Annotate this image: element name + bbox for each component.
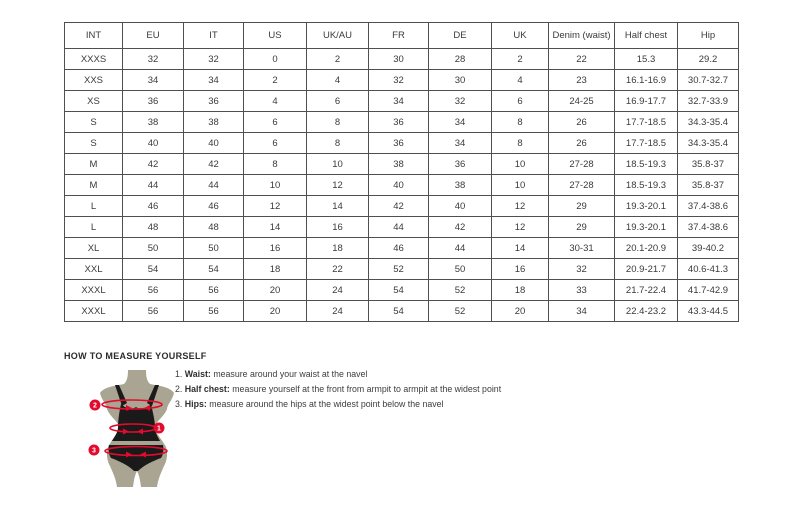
table-cell: 22 <box>549 49 615 70</box>
column-header: US <box>244 23 307 49</box>
table-cell: 23 <box>549 70 615 91</box>
table-cell: 50 <box>184 238 244 259</box>
table-cell: 20 <box>492 301 549 322</box>
column-header: UK/AU <box>307 23 369 49</box>
table-cell: 18.5-19.3 <box>615 175 678 196</box>
table-cell: 52 <box>429 301 492 322</box>
column-header: IT <box>184 23 244 49</box>
table-cell: 8 <box>244 154 307 175</box>
table-row <box>65 196 739 217</box>
table-cell: 35.8-37 <box>678 154 739 175</box>
table-cell: 16 <box>307 217 369 238</box>
table-cell: 41.7-42.9 <box>678 280 739 301</box>
table-cell: 20.9-21.7 <box>615 259 678 280</box>
step-number: 2. <box>175 384 183 394</box>
table-cell: 36 <box>123 91 184 112</box>
step-label: Half chest: <box>184 384 230 394</box>
table-cell: 34 <box>429 133 492 154</box>
table-cell: 2 <box>307 49 369 70</box>
table-cell: 18.5-19.3 <box>615 154 678 175</box>
table-row <box>65 175 739 196</box>
step-text: measure around the hips at the widest point below the navel <box>206 399 444 409</box>
table-row <box>65 259 739 280</box>
measure-step-waist <box>175 367 501 382</box>
table-cell: 8 <box>307 112 369 133</box>
table-cell: 24 <box>307 301 369 322</box>
mannequin-illustration <box>82 369 182 491</box>
column-header: Denim (waist) <box>549 23 615 49</box>
table-cell: 56 <box>123 301 184 322</box>
table-cell: 12 <box>492 196 549 217</box>
table-cell: 12 <box>307 175 369 196</box>
table-cell: 54 <box>369 301 429 322</box>
table-cell: 36 <box>184 91 244 112</box>
table-cell: 48 <box>123 217 184 238</box>
table-cell: 34.3-35.4 <box>678 112 739 133</box>
table-cell: 10 <box>492 154 549 175</box>
table-cell: 56 <box>123 280 184 301</box>
table-cell: 12 <box>492 217 549 238</box>
table-row <box>65 91 739 112</box>
table-cell: 50 <box>123 238 184 259</box>
table-cell: 56 <box>184 280 244 301</box>
table-cell: 52 <box>369 259 429 280</box>
table-cell: 32 <box>184 49 244 70</box>
measure-section-title: HOW TO MEASURE YOURSELF <box>64 351 207 361</box>
table-cell: 18 <box>307 238 369 259</box>
table-row <box>65 70 739 91</box>
column-header: FR <box>369 23 429 49</box>
table-cell: 37.4-38.6 <box>678 217 739 238</box>
column-header: INT <box>65 23 123 49</box>
table-cell: 19.3-20.1 <box>615 196 678 217</box>
table-cell: 16.1-16.9 <box>615 70 678 91</box>
table-cell: 16.9-17.7 <box>615 91 678 112</box>
table-cell: 18 <box>492 280 549 301</box>
table-cell: 34 <box>549 301 615 322</box>
table-cell: 32 <box>429 91 492 112</box>
step-number: 1. <box>175 369 183 379</box>
table-cell: 54 <box>369 280 429 301</box>
size-chart-table <box>64 22 739 322</box>
table-cell: 29 <box>549 196 615 217</box>
table-cell: 4 <box>307 70 369 91</box>
table-row <box>65 49 739 70</box>
table-cell: 44 <box>369 217 429 238</box>
table-header-row <box>65 23 739 49</box>
table-cell: 30 <box>429 70 492 91</box>
table-cell: 37.4-38.6 <box>678 196 739 217</box>
table-cell: 39-40.2 <box>678 238 739 259</box>
table-cell: S <box>65 133 123 154</box>
table-cell: 28 <box>429 49 492 70</box>
table-cell: 54 <box>184 259 244 280</box>
table-cell: 8 <box>492 133 549 154</box>
table-cell: 34 <box>123 70 184 91</box>
table-cell: 35.8-37 <box>678 175 739 196</box>
table-cell: 40.6-41.3 <box>678 259 739 280</box>
table-cell: 8 <box>307 133 369 154</box>
table-cell: 42 <box>369 196 429 217</box>
table-cell: 36 <box>369 112 429 133</box>
table-cell: 8 <box>492 112 549 133</box>
table-cell: 56 <box>184 301 244 322</box>
table-row <box>65 217 739 238</box>
table-cell: 29.2 <box>678 49 739 70</box>
table-cell: 20 <box>244 301 307 322</box>
table-cell: 10 <box>244 175 307 196</box>
table-cell: 36 <box>429 154 492 175</box>
table-cell: 33 <box>549 280 615 301</box>
table-cell: 14 <box>307 196 369 217</box>
table-cell: 42 <box>123 154 184 175</box>
table-cell: 26 <box>549 133 615 154</box>
table-cell: 30-31 <box>549 238 615 259</box>
table-cell: 15.3 <box>615 49 678 70</box>
column-header: DE <box>429 23 492 49</box>
table-cell: 44 <box>429 238 492 259</box>
table-cell: XL <box>65 238 123 259</box>
table-cell: XS <box>65 91 123 112</box>
measure-step-hips <box>175 397 501 412</box>
table-cell: 30.7-32.7 <box>678 70 739 91</box>
table-cell: 12 <box>244 196 307 217</box>
column-header: Hip <box>678 23 739 49</box>
table-cell: 20 <box>244 280 307 301</box>
table-cell: 34 <box>184 70 244 91</box>
table-cell: M <box>65 175 123 196</box>
table-cell: 10 <box>307 154 369 175</box>
table-cell: 42 <box>429 217 492 238</box>
column-header: EU <box>123 23 184 49</box>
badge-waist <box>154 423 165 434</box>
table-cell: 4 <box>492 70 549 91</box>
table-cell: 30 <box>369 49 429 70</box>
table-row <box>65 301 739 322</box>
table-cell: 38 <box>429 175 492 196</box>
table-cell: S <box>65 112 123 133</box>
table-cell: 6 <box>492 91 549 112</box>
table-cell: 27-28 <box>549 175 615 196</box>
table-cell: 50 <box>429 259 492 280</box>
table-cell: 43.3-44.5 <box>678 301 739 322</box>
table-cell: 38 <box>369 154 429 175</box>
table-cell: M <box>65 154 123 175</box>
table-cell: 34 <box>429 112 492 133</box>
table-cell: 21.7-22.4 <box>615 280 678 301</box>
table-cell: 2 <box>492 49 549 70</box>
table-cell: 0 <box>244 49 307 70</box>
table-cell: 38 <box>184 112 244 133</box>
table-cell: 24 <box>307 280 369 301</box>
table-cell: 36 <box>369 133 429 154</box>
badge-chest <box>90 400 101 411</box>
table-cell: L <box>65 217 123 238</box>
table-cell: 46 <box>369 238 429 259</box>
table-cell: 19.3-20.1 <box>615 217 678 238</box>
table-cell: 38 <box>123 112 184 133</box>
table-cell: 6 <box>244 112 307 133</box>
table-row <box>65 280 739 301</box>
table-cell: 46 <box>184 196 244 217</box>
table-cell: 20.1-20.9 <box>615 238 678 259</box>
table-row <box>65 154 739 175</box>
table-cell: 44 <box>123 175 184 196</box>
step-label: Waist: <box>184 369 211 379</box>
column-header: UK <box>492 23 549 49</box>
table-cell: 14 <box>492 238 549 259</box>
table-row <box>65 112 739 133</box>
table-cell: L <box>65 196 123 217</box>
step-text: measure around your waist at the navel <box>210 369 368 379</box>
step-text: measure yourself at the front from armpit to armpit at the widest point <box>229 384 502 394</box>
table-cell: XXXS <box>65 49 123 70</box>
table-cell: 34 <box>369 91 429 112</box>
table-cell: 44 <box>184 175 244 196</box>
table-cell: 32 <box>549 259 615 280</box>
measure-instructions <box>175 367 501 412</box>
table-cell: 42 <box>184 154 244 175</box>
table-row <box>65 238 739 259</box>
measure-step-half-chest <box>175 382 501 397</box>
table-row <box>65 133 739 154</box>
table-cell: XXS <box>65 70 123 91</box>
table-cell: 54 <box>123 259 184 280</box>
table-cell: 16 <box>244 238 307 259</box>
table-cell: 6 <box>244 133 307 154</box>
table-cell: 18 <box>244 259 307 280</box>
table-cell: 2 <box>244 70 307 91</box>
table-cell: 10 <box>492 175 549 196</box>
table-cell: 34.3-35.4 <box>678 133 739 154</box>
svg-text:2: 2 <box>93 402 97 410</box>
table-cell: 26 <box>549 112 615 133</box>
table-cell: XXXL <box>65 301 123 322</box>
table-cell: 29 <box>549 217 615 238</box>
table-cell: 48 <box>184 217 244 238</box>
table-cell: 32 <box>123 49 184 70</box>
table-cell: 17.7-18.5 <box>615 133 678 154</box>
table-cell: 40 <box>429 196 492 217</box>
table-cell: 46 <box>123 196 184 217</box>
table-cell: 6 <box>307 91 369 112</box>
table-cell: 40 <box>123 133 184 154</box>
table-cell: XXXL <box>65 280 123 301</box>
table-cell: 52 <box>429 280 492 301</box>
svg-text:1: 1 <box>157 425 161 433</box>
table-cell: 40 <box>369 175 429 196</box>
svg-text:3: 3 <box>92 447 96 455</box>
measure-figure <box>82 369 182 491</box>
table-cell: 32.7-33.9 <box>678 91 739 112</box>
table-cell: 16 <box>492 259 549 280</box>
table-cell: XXL <box>65 259 123 280</box>
table-cell: 22 <box>307 259 369 280</box>
step-number: 3. <box>175 399 183 409</box>
table-cell: 22.4-23.2 <box>615 301 678 322</box>
table-cell: 40 <box>184 133 244 154</box>
table-cell: 17.7-18.5 <box>615 112 678 133</box>
table-cell: 27-28 <box>549 154 615 175</box>
table-cell: 32 <box>369 70 429 91</box>
table-cell: 4 <box>244 91 307 112</box>
table-cell: 14 <box>244 217 307 238</box>
table-cell: 24-25 <box>549 91 615 112</box>
step-label: Hips: <box>184 399 207 409</box>
column-header: Half chest <box>615 23 678 49</box>
badge-hips <box>89 445 100 456</box>
